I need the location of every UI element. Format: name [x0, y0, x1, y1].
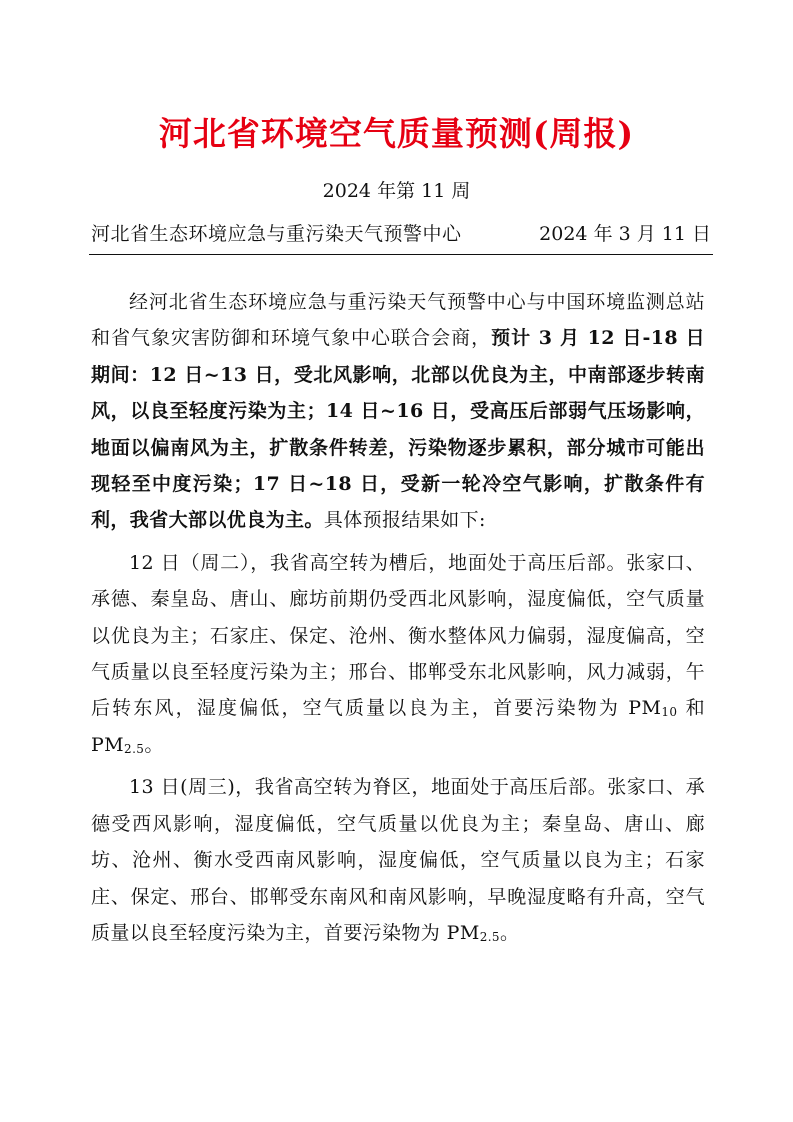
- issue-number: 2024 年第 11 周: [322, 180, 471, 202]
- intro-tail: 具体预报结果如下:: [323, 509, 486, 532]
- day-13-end: 。: [499, 921, 520, 944]
- day-12-text: 12 日（周二），我省高空转为槽后，地面处于高压后部。张家口、承德、秦皇岛、唐山、廊坊前期仍受西北风影响，湿度偏低，空气质量以优良为主；石家庄、保定、沧州、衡水整体风力偏弱，湿度偏高，空气质量以良至轻度污染为主；邢台、邯郸受东北风影响，风力减弱，午后转东风，湿度偏低，空气质量以良为主，首要污染物为: [91, 551, 705, 720]
- document-body: [91, 284, 705, 957]
- and-text: 和: [677, 697, 705, 720]
- day-12-paragraph: [91, 545, 705, 763]
- pm10-subscript: 10: [661, 705, 678, 720]
- intro-lead: 经河北省生态环境应急与重污染天气预警中心与中国环境监测总站和省气象灾害防御和环境气象中心联合会商，: [91, 291, 705, 350]
- intro-forecast-summary: 预计 3 月 12 日-18 日期间：12 日~13 日，受北风影响，北部以优良为主，中南部逐步转南风，以良至轻度污染为主；14 日~16 日，受高压后部弱气压场影响，地面以偏南风为主，扩散条件转差，污染物逐步累积，部分城市可能出现轻至中度污染；17 日~18 日，受新一轮冷空气影响，扩散条件有利，我省大部以优良为主。: [91, 327, 705, 532]
- day-13-text: 13 日(周三)，我省高空转为脊区，地面处于高压后部。张家口、承德受西风影响，湿度偏低，空气质量以优良为主；秦皇岛、唐山、廊坊、沧州、衡水受西南风影响，湿度偏低，空气质量以良为主；石家庄、保定、邢台、邯郸受东南风和南风影响，早晚湿度略有升高，空气质量以良至轻度污染为主，首要污染物为: [91, 776, 705, 944]
- intro-paragraph: [91, 284, 705, 539]
- day-12-end: 。: [144, 733, 164, 756]
- pm25-label: PM: [91, 733, 125, 756]
- pm25-subscript: 2.5: [124, 741, 145, 756]
- header-divider: [89, 254, 713, 255]
- pm10-label: PM: [628, 697, 662, 720]
- issuer-name: 河北省生态环境应急与重污染天气预警中心: [91, 223, 462, 245]
- issuer-line: [91, 219, 711, 247]
- pm25-subscript: 2.5: [479, 929, 500, 944]
- document-title: 河北省环境空气质量预测(周报): [158, 114, 635, 153]
- issue-date: 2024 年 3 月 11 日: [539, 223, 711, 245]
- day-13-paragraph: [91, 769, 705, 951]
- pm25-label: PM: [446, 921, 480, 944]
